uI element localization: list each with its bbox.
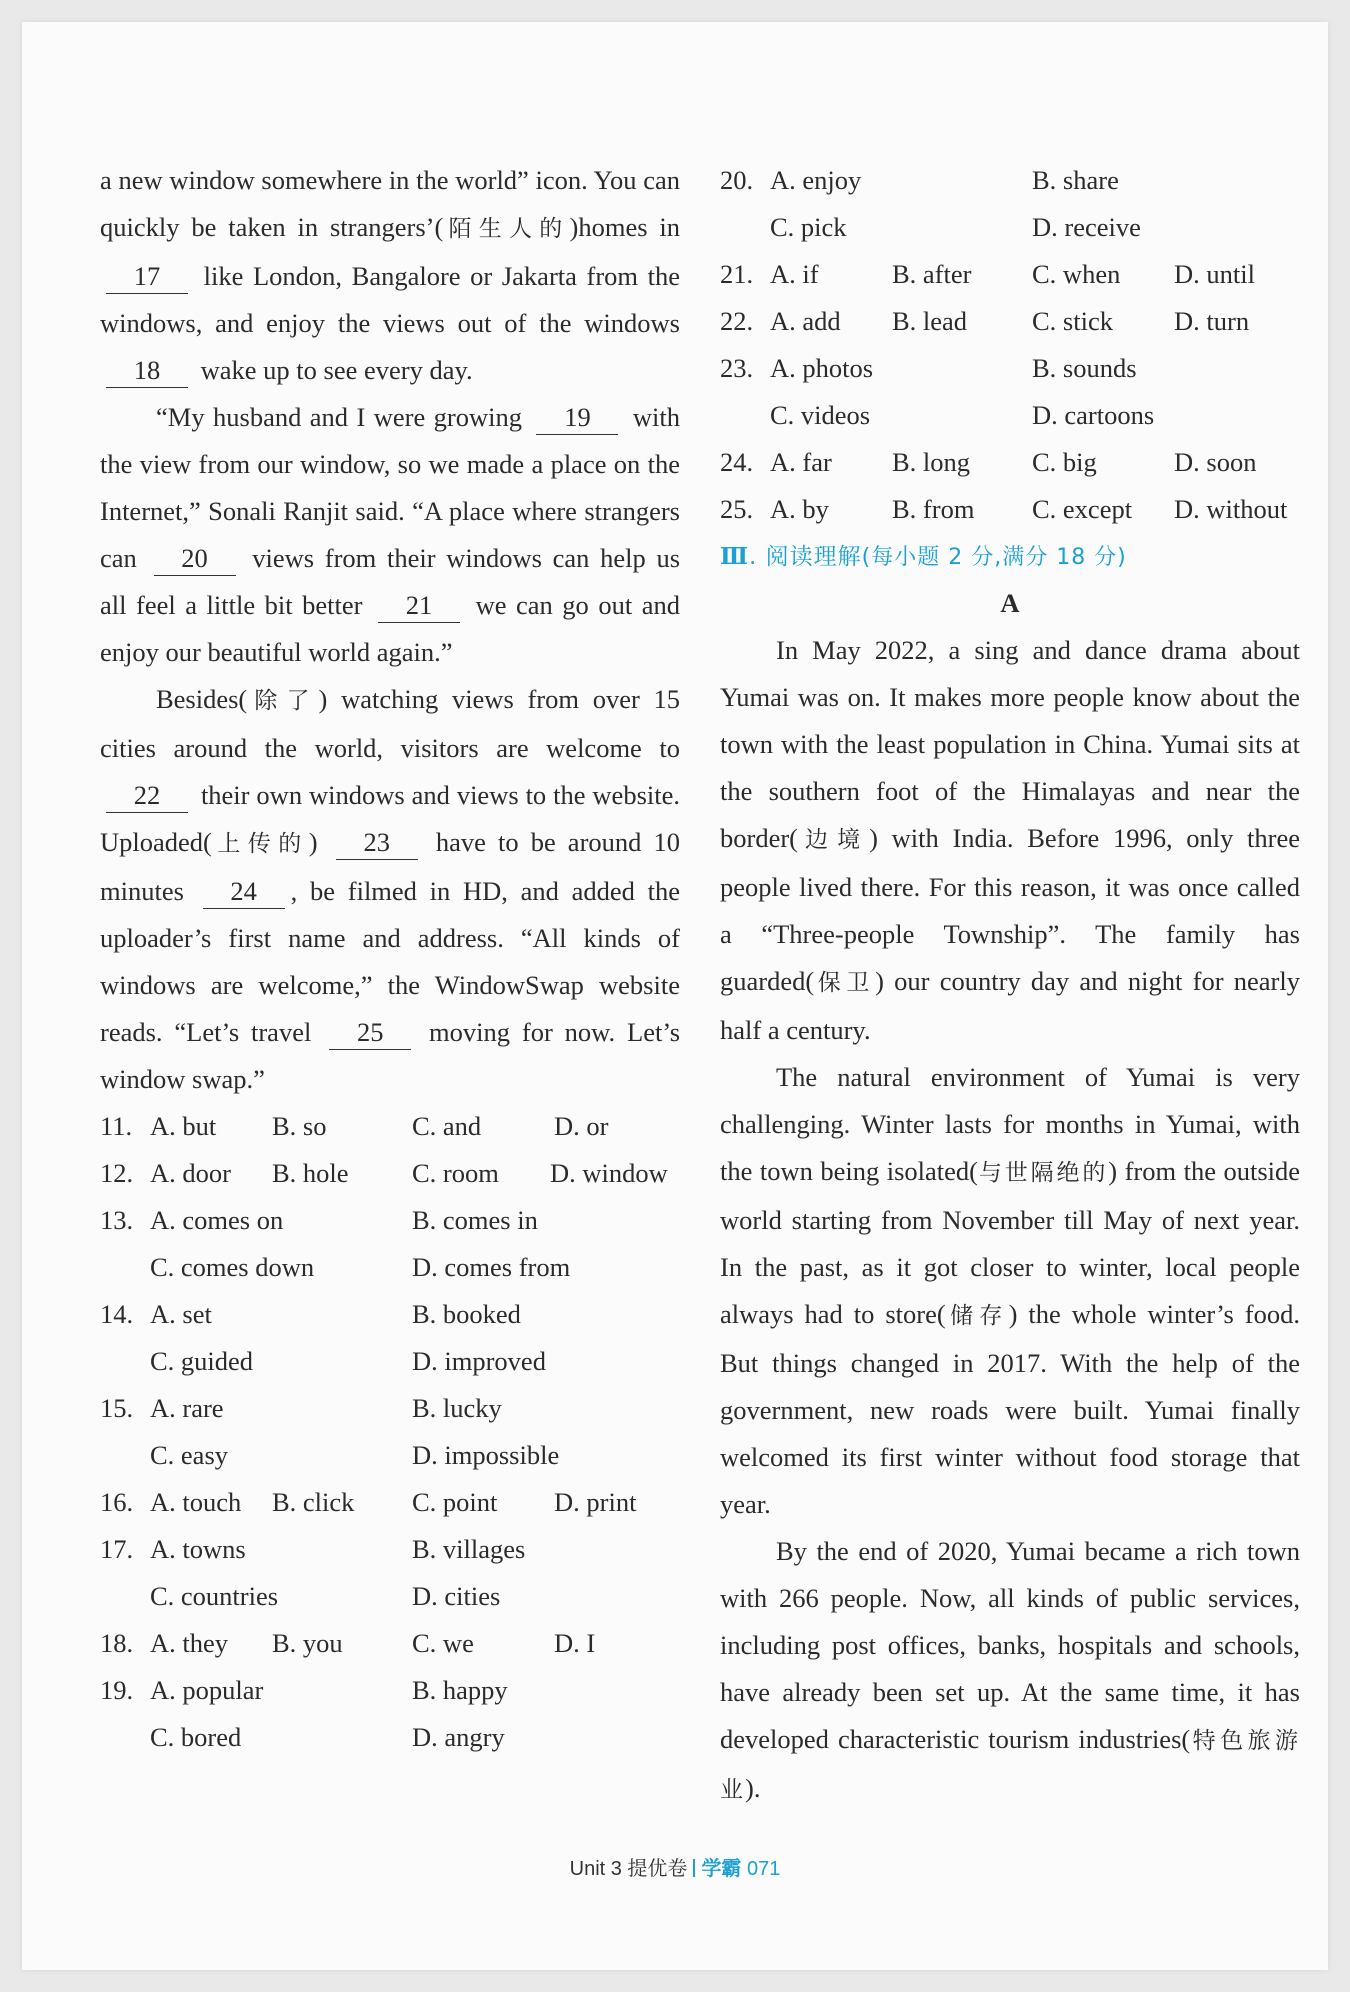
passage-text: , be filmed in HD, and added the uploader’s first name and address. “All kinds of windows are welcome,” the WindowSwap website reads. “Let’s travel — [100, 876, 681, 1047]
option-b[interactable]: B. lucky — [412, 1393, 502, 1423]
passage-text: wake up to see every day. — [200, 355, 473, 385]
question-number: 11. — [100, 1111, 133, 1141]
option-row-12 — [100, 1150, 680, 1197]
passage-text: moving for now. Let’s window swap.” — [100, 1017, 681, 1094]
passage-paragraph-1 — [100, 157, 680, 394]
option-a[interactable]: A. by — [770, 494, 829, 524]
question-number: 18. — [100, 1628, 134, 1658]
passage-text: we can go out and enjoy our beautiful world again.” — [100, 590, 680, 667]
option-d[interactable]: D. receive — [1032, 212, 1141, 242]
option-d[interactable]: D. comes from — [412, 1252, 571, 1282]
option-a[interactable]: A. they — [150, 1628, 229, 1658]
passage-text: You can quickly be taken in strangers’( — [100, 165, 680, 242]
option-row-18 — [100, 1620, 680, 1667]
option-d[interactable]: D. angry — [412, 1722, 505, 1752]
passage-text: ) the whole winter’s food. But things changed in 2017. With the help of the government, new roads were built. Yumai finally welcomed its first winter without food storage that year. — [720, 1299, 1300, 1519]
option-c[interactable]: C. big — [1032, 447, 1097, 477]
option-a[interactable]: A. if — [770, 259, 819, 289]
reading-paragraph-2 — [720, 1054, 1300, 1528]
option-a[interactable]: A. popular — [150, 1675, 264, 1705]
page-number: 071 — [747, 1858, 781, 1880]
option-c[interactable]: C. pick — [770, 212, 847, 242]
option-b[interactable]: B. villages — [412, 1534, 526, 1564]
option-c[interactable]: C. point — [412, 1487, 498, 1517]
option-b[interactable]: B. you — [272, 1628, 343, 1658]
option-row-23a — [720, 345, 1300, 392]
question-number: 14. — [100, 1299, 134, 1329]
option-row-15a — [100, 1385, 680, 1432]
passage-text: have to be around 10 minutes — [100, 827, 681, 906]
option-d[interactable]: D. improved — [412, 1346, 546, 1376]
passage-text: ) watching views from over 15 cities around the world, visitors are welcome to — [100, 684, 681, 763]
question-number: 19. — [100, 1675, 134, 1705]
option-b[interactable]: B. lead — [892, 306, 968, 336]
blank-23[interactable]: 23 — [336, 825, 418, 860]
option-b[interactable]: B. long — [892, 447, 971, 477]
option-b[interactable]: B. happy — [412, 1675, 508, 1705]
option-a[interactable]: A. photos — [770, 353, 874, 383]
option-a[interactable]: A. set — [150, 1299, 212, 1329]
option-a[interactable]: A. add — [770, 306, 841, 336]
passage-label: A — [1000, 588, 1020, 618]
chinese-gloss: 与世隔绝的 — [978, 1160, 1109, 1186]
option-row-21 — [720, 251, 1300, 298]
option-row-13a — [100, 1197, 680, 1244]
option-c[interactable]: C. we — [412, 1628, 474, 1658]
passage-text: views from their windows can help us all feel a little bit better — [100, 543, 681, 620]
footer-unit: Unit 3 提优卷 — [569, 1858, 688, 1880]
option-d[interactable]: D. print — [554, 1487, 637, 1517]
option-row-20a — [720, 157, 1300, 204]
option-a[interactable]: A. door — [150, 1158, 231, 1188]
section-3-heading — [720, 533, 1300, 580]
question-number: 20. — [720, 165, 754, 195]
blank-22[interactable]: 22 — [106, 778, 188, 813]
option-d[interactable]: D. impossible — [412, 1440, 560, 1470]
option-a[interactable]: A. touch — [150, 1487, 242, 1517]
option-c[interactable]: C. easy — [150, 1440, 229, 1470]
option-row-23b — [720, 392, 1300, 439]
options-list-right — [720, 157, 1300, 533]
chinese-gloss: 除了 — [247, 688, 319, 714]
worksheet-page — [22, 22, 1328, 1970]
option-b[interactable]: B. booked — [412, 1299, 521, 1329]
option-d[interactable]: D. turn — [1174, 306, 1250, 336]
option-row-20b — [720, 204, 1300, 251]
chinese-gloss: 储存 — [945, 1303, 1009, 1329]
passage-text: like London, Bangalore or Jakarta from the windows, and enjoy the views out of the windows — [100, 261, 681, 338]
option-d[interactable]: D. or — [554, 1111, 609, 1141]
option-row-19b — [100, 1714, 680, 1761]
blank-20[interactable]: 20 — [154, 541, 236, 576]
passage-text: The natural environment of Yumai is very challenging. Winter lasts for months in Yumai, with the town being isolated( — [720, 1062, 1300, 1186]
blank-18[interactable]: 18 — [106, 353, 188, 388]
reading-paragraph-1 — [720, 627, 1300, 1054]
passage-text: ). — [745, 1773, 761, 1803]
option-row-15b — [100, 1432, 680, 1479]
question-number: 16. — [100, 1487, 134, 1517]
option-c[interactable]: C. bored — [150, 1722, 242, 1752]
option-d[interactable]: D. until — [1174, 259, 1255, 289]
option-row-11 — [100, 1103, 680, 1150]
option-a[interactable]: A. towns — [150, 1534, 246, 1564]
section-numeral: Ⅲ — [720, 543, 750, 570]
chinese-gloss: 边境 — [798, 827, 870, 853]
option-b[interactable]: B. so — [272, 1111, 327, 1141]
option-c[interactable]: C. when — [1032, 259, 1121, 289]
option-c[interactable]: C. countries — [150, 1581, 279, 1611]
question-number: 17. — [100, 1534, 134, 1564]
question-number: 23. — [720, 353, 754, 383]
option-b[interactable]: B. hole — [272, 1158, 349, 1188]
passage-text: Besides( — [156, 684, 248, 714]
option-b[interactable]: B. sounds — [1032, 353, 1137, 383]
chinese-gloss: 陌生人的 — [443, 216, 570, 242]
option-d[interactable]: D. I — [554, 1628, 596, 1658]
chinese-gloss: 特色旅游业 — [720, 1728, 1300, 1803]
option-a[interactable]: A. rare — [150, 1393, 224, 1423]
option-row-13b — [100, 1244, 680, 1291]
option-d[interactable]: D. cartoons — [1032, 400, 1155, 430]
question-number: 22. — [720, 306, 754, 336]
option-a[interactable]: A. enjoy — [770, 165, 862, 195]
option-row-17a — [100, 1526, 680, 1573]
option-b[interactable]: B. comes in — [412, 1205, 538, 1235]
option-a[interactable]: A. far — [770, 447, 832, 477]
blank-24[interactable]: 24 — [203, 874, 285, 909]
option-c[interactable]: C. and — [412, 1111, 482, 1141]
section-title: . 阅读理解 — [749, 544, 862, 570]
option-b[interactable]: B. click — [272, 1487, 355, 1517]
option-row-14a — [100, 1291, 680, 1338]
left-column — [100, 157, 680, 1761]
option-c[interactable]: C. stick — [1032, 306, 1113, 336]
option-b[interactable]: B. share — [1032, 165, 1119, 195]
option-row-24 — [720, 439, 1300, 486]
option-row-22 — [720, 298, 1300, 345]
question-number: 12. — [100, 1158, 134, 1188]
option-c[interactable]: C. videos — [770, 400, 871, 430]
option-row-14b — [100, 1338, 680, 1385]
chinese-gloss: 上传的 — [211, 831, 309, 857]
passage-text: )homes in — [569, 212, 681, 242]
passage-text: “My husband and I were growing — [156, 402, 522, 432]
options-list-left — [100, 1103, 680, 1761]
option-c[interactable]: C. room — [412, 1158, 499, 1188]
option-c[interactable]: C. guided — [150, 1346, 254, 1376]
right-column — [720, 157, 1300, 1814]
option-d[interactable]: D. cities — [412, 1581, 501, 1611]
blank-21[interactable]: 21 — [378, 588, 460, 623]
blank-17[interactable]: 17 — [106, 259, 188, 294]
passage-text: their own windows and views to the website. Uploaded( — [100, 780, 680, 857]
passage-text: with the view from our window, so we made a place on the Internet,” Sonali Ranjit said. “A place where strangers can — [100, 402, 681, 573]
footer-divider — [693, 1859, 695, 1877]
section-points: (每小题 2 分,满分 18 分) — [861, 545, 1127, 570]
page-footer — [22, 1852, 1328, 1881]
passage-text: ) with India. Before 1996, only three people lived there. For this reason, it was once called a “Three-people Township”. The family has guarded( — [720, 823, 1301, 996]
option-a[interactable]: A. but — [150, 1111, 217, 1141]
question-number: 25. — [720, 494, 754, 524]
passage-text: ) — [308, 827, 318, 857]
passage-text: In May 2022, a sing and dance drama about Yumai was on. It makes more people know about the town with the least population in China. Yumai sits at the southern foot of the Himalayas and near the border( — [720, 635, 1300, 853]
option-d[interactable]: D. without — [1174, 494, 1288, 524]
blank-25[interactable]: 25 — [329, 1015, 411, 1050]
passage-paragraph-3 — [100, 676, 680, 1103]
option-a[interactable]: A. comes on — [150, 1205, 284, 1235]
option-d[interactable]: D. soon — [1174, 447, 1257, 477]
question-number: 13. — [100, 1205, 134, 1235]
passage-text: a new window somewhere in the world” icon. — [100, 165, 588, 195]
option-b[interactable]: B. from — [892, 494, 975, 524]
question-number: 15. — [100, 1393, 134, 1423]
passage-text: ) from the outside world starting from November till May of next year. In the past, as it got closer to winter, local people always had to store( — [720, 1156, 1301, 1329]
question-number: 24. — [720, 447, 754, 477]
reading-paragraph-3 — [720, 1528, 1300, 1814]
option-d[interactable]: D. window — [550, 1158, 668, 1188]
option-c[interactable]: C. except — [1032, 494, 1133, 524]
chinese-gloss: 保卫 — [814, 970, 876, 996]
option-c[interactable]: C. comes down — [150, 1252, 315, 1282]
option-row-25 — [720, 486, 1300, 533]
option-row-17b — [100, 1573, 680, 1620]
question-number: 21. — [720, 259, 754, 289]
option-row-19a — [100, 1667, 680, 1714]
passage-text: ) our country day and night for nearly half a century. — [720, 966, 1300, 1045]
option-b[interactable]: B. after — [892, 259, 972, 289]
option-row-16 — [100, 1479, 680, 1526]
footer-brand: 学霸 — [701, 1858, 742, 1880]
passage-text: By the end of 2020, Yumai became a rich town with 266 people. Now, all kinds of public services, including post offices, banks, hospitals and schools, have already been set up. At the same time, it has developed characteristic tourism industries( — [720, 1536, 1300, 1754]
passage-paragraph-2 — [100, 394, 680, 676]
blank-19[interactable]: 19 — [536, 400, 618, 435]
